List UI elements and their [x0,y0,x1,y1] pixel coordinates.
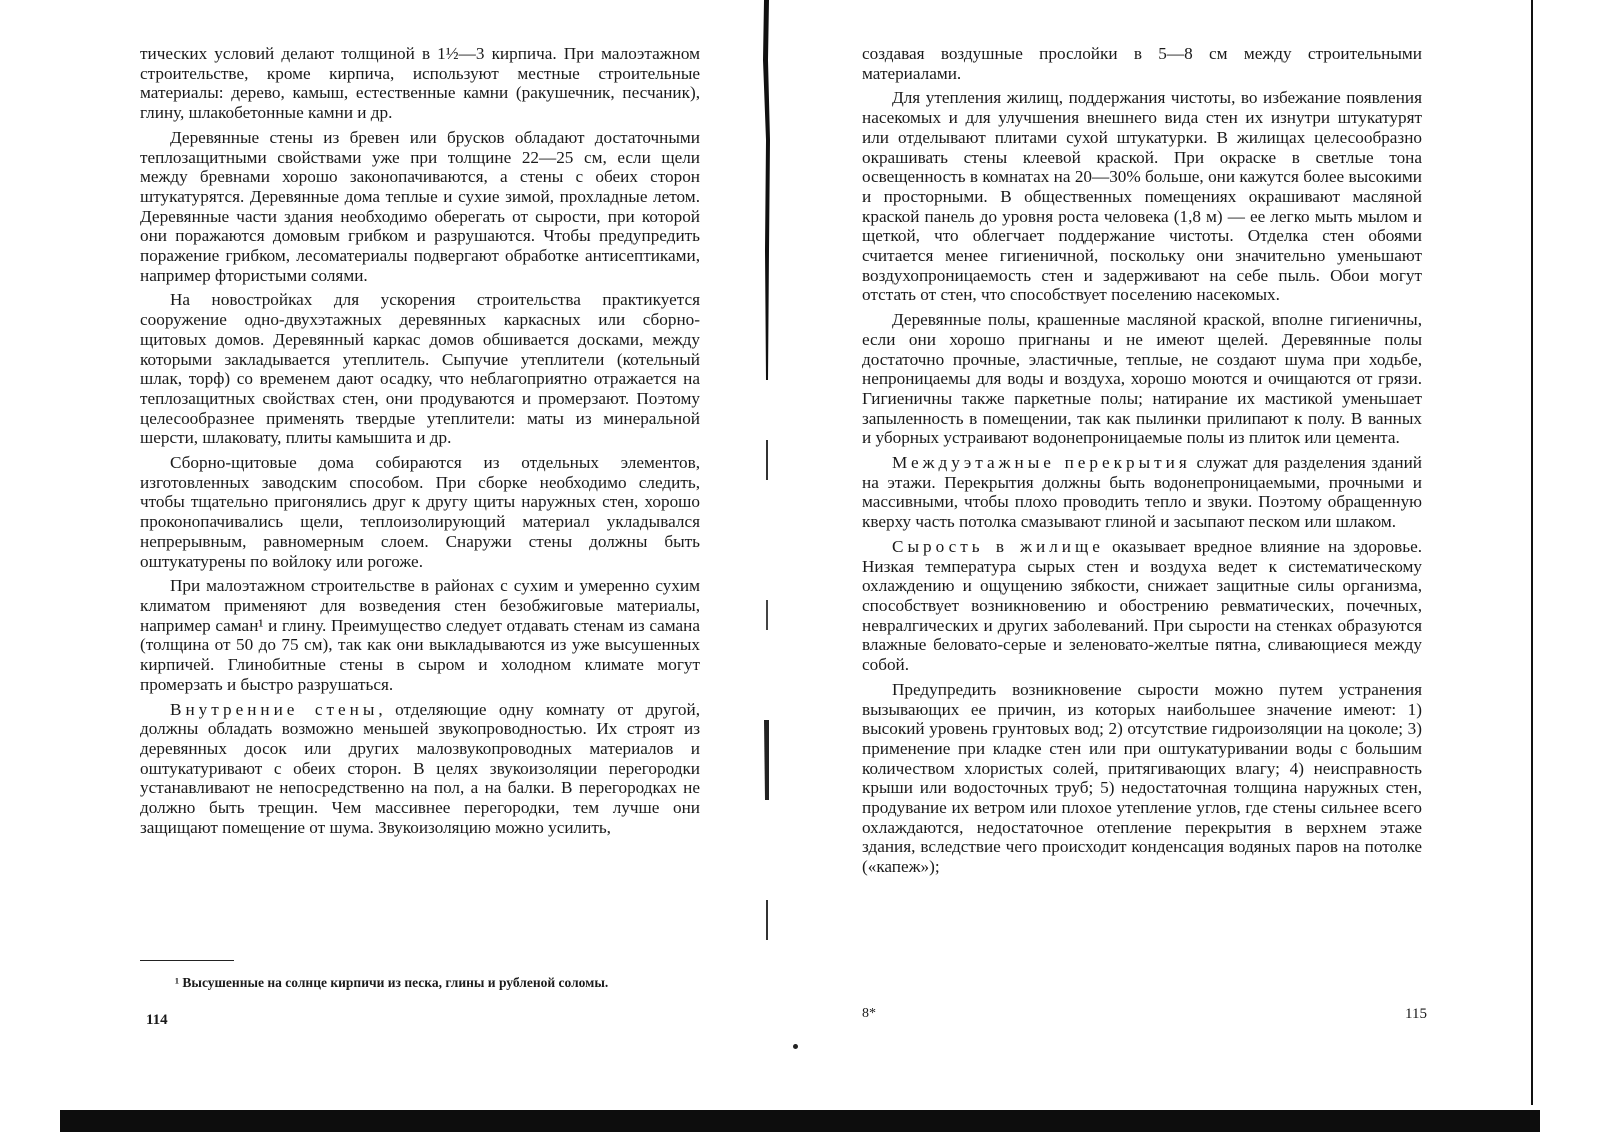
paragraph: создавая воздушные прослойки в 5—8 см между строительными материалами. [862,44,1422,83]
paragraph: Междуэтажные перекрытия служат для разделения зданий на этажи. Перекрытия должны быть водонепроницаемыми, прочными и массивными, чтобы плохо проводить тепло и звуки. Поэтому обращенную кверху часть потолка смазывают глиной и засыпают песком или шлаком. [862,453,1422,532]
paragraph: Сырость в жилище оказывает вредное влияние на здоровье. Низкая температура сырых стен и воздуха ведет к систематическому охлаждению и ощущению зябкости, снижает защитные силы организма, способствует возникновению и обострению ревматических, почечных, невралгических и других заболеваний. При сырости на стенках образуются влажные беловато-серые и зеленовато-желтые пятна, сливающиеся между собой. [862,536,1422,675]
paragraph: Предупредить возникновение сырости можно путем устранения вызывающих ее причин, из которых наибольшее значение имеют: 1) высокий уровень грунтовых вод; 2) отсутствие гидроизоляции на цоколе; 3) применение при кладке стен или при оштукатуривании воды с большим количеством хлористых солей, притягивающих влагу; 4) неисправность крыши или водосточных труб; 5) недостаточная толщина наружных стен, продувание их ветром или плохое утепление углов, где стены сильнее всего охлаждаются, недостаточное отепление перекрытия в верхнем этаже здания, вследствие чего происходит конденсация водяных паров на потолке («капеж»); [862,679,1422,877]
spaced-heading: Междуэтажные перекрытия [892,453,1191,473]
page-number-left: 114 [146,1012,168,1028]
paragraph: Внутренние стены, отделяющие одну комнату от другой, должны обладать возможно меньшей звукопроводностью. Их строят из деревянных досок или других малозвукопроводных материалов и оштукатуривают с обеих сторон. В целях звукоизоляции перегородки устанавливают не непосредственно на пол, а на балки. В перегородках не должно быть трещин. Чем массивнее перегородки, тем лучше они защищают помещение от шума. Звукоизоляцию можно усилить, [140,699,701,837]
paragraph: Деревянные полы, крашенные масляной краской, вполне гигиеничны, если они хорошо пригнаны и не имеют щелей. Деревянные полы достаточно прочные, эластичные, теплые, не создают шума при ходьбе, непроницаемы для воды и воздуха, хорошо моются и очищаются от грязи. Гигиеничны также паркетные полы; натирание их мастикой уменьшает запыленность в помещении, так как пылинки прилипают к полу. В ванных и уборных устраивают водонепроницаемые полы из плиток или цемента. [862,310,1422,448]
spaced-heading: Сырость в жилище [892,536,1104,556]
book-spine-shadow [760,0,774,1080]
signature-mark: 8* [862,1006,876,1021]
paragraph: тических условий делают толщиной в 1½—3 кирпича. При малоэтажном строительстве, кроме кирпича, используют местные строительные материалы: дерево, камыш, естественные камни (ракушечник, песчаник), глину, шлакобетонные камни и др. [140,44,700,123]
paragraph: При малоэтажном строительстве в районах с сухим и умеренно сухим климатом применяют для возведения стен безобжиговые материалы, например саман¹ и глину. Преимущество следует отдавать стенам из самана (толщина от 50 до 75 см), так как они выкладываются из уже высушенных кирпичей. Глинобитные стены в сыром и холодном климате могут промерзать и быстро разрушаться. [140,576,700,694]
page-edge-line [1531,0,1533,1105]
paragraph: Сборно-щитовые дома собираются из отдельных элементов, изготовленных заводским способом. При сборке необходимо следить, чтобы тщательно пригонялись друг к другу щиты наружных стен, хорошо проконопачивались щели, теплоизолирующий материал укладывался непрерывным, равномерным слоем. Снаружи стены должны быть оштукатурены по войлоку или рогоже. [140,453,700,571]
scan-speck [793,1044,798,1049]
footnote: ¹ Высушенные на солнце кирпичи из песка, глины и рубленой соломы. [175,975,609,990]
right-page-text [862,44,1422,882]
scan-bottom-border [60,1110,1540,1132]
spaced-heading: Внутренние стены [170,699,379,719]
footnote-divider [140,960,234,961]
paragraph: Для утепления жилищ, поддержания чистоты, во избежание появления насекомых и для улучшения внешнего вида стен их изнутри штукатурят или отделывают плитами сухой штукатурки. В жилищах целесообразно окрашивать стены клеевой краской. При окраске в светлые тона освещенность в комнатах на 20—30% больше, они кажутся более высокими и просторными. В общественных помещениях окрашивают масляной краской панель до уровня роста человека (1,8 м) — ее легко мыть мылом и щеткой, что облегчает поддержание чистоты. Отделка стен обоями считается менее гигиеничной, поскольку они значительно уменьшают воздухопроницаемость стен и задерживают на себе пыль. Обои могут отстать от стен, что способствует поселению насекомых. [862,88,1422,305]
left-page-text [140,44,700,842]
page-number-right: 115 [1405,1006,1427,1022]
paragraph: На новостройках для ускорения строительства практикуется сооружение одно-двухэтажных деревянных каркасных или сборно-щитовых домов. Деревянный каркас домов обшивается досками, между которыми закладывается утеплитель. Сыпучие утеплители (котельный шлак, торф) со временем дают осадку, что неблагоприятно отражается на теплозащитных свойствах стен, они продуваются и промерзают. Поэтому целесообразнее применять твердые утеплители: маты из минеральной шерсти, шлаковату, плиты камышита и др. [140,290,700,448]
paragraph: Деревянные стены из бревен или брусков обладают достаточными теплозащитными свойствами уже при толщине 22—25 см, если щели между бревнами хорошо законопачиваются, а стены с обеих сторон штукатурятся. Деревянные дома теплые и сухие зимой, прохладные летом. Деревянные части здания необходимо оберегать от сырости, при которой они поражаются домовым грибком и разрушаются. Чтобы предупредить поражение грибком, лесоматериалы подвергают обработке антисептиками, например фтористыми солями. [140,127,700,285]
